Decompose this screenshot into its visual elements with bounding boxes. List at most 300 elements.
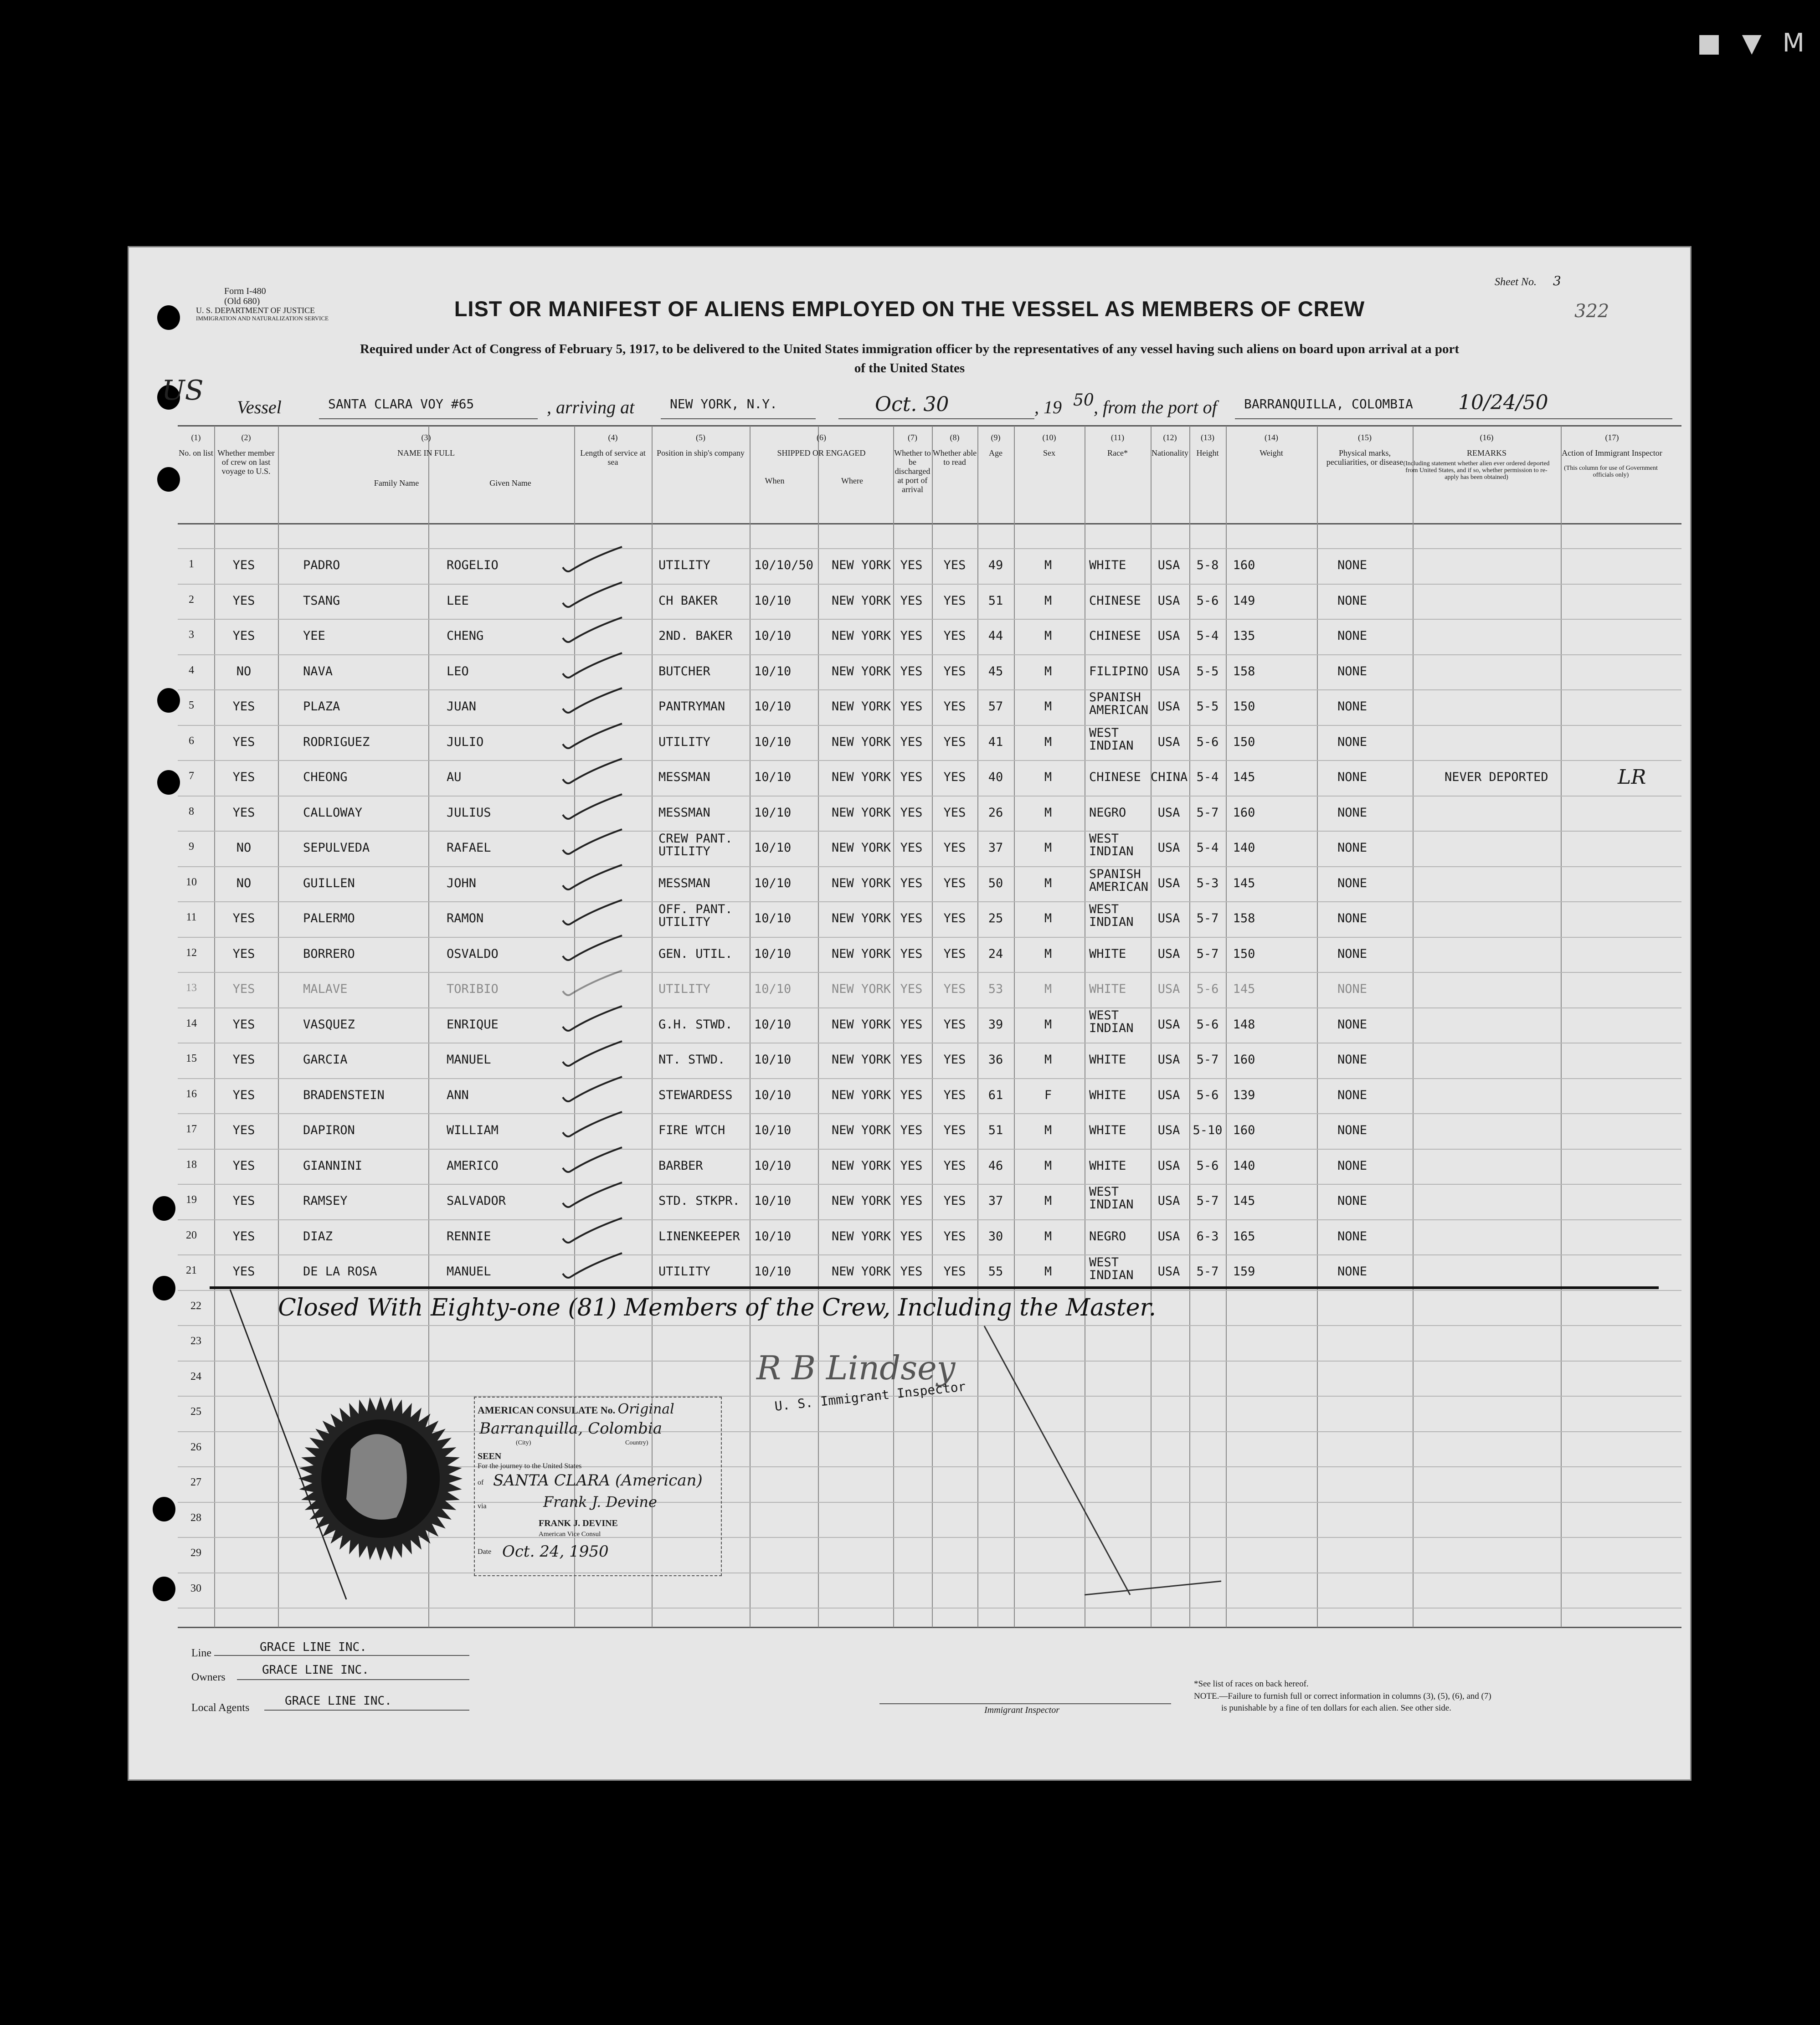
column-number: (6) xyxy=(817,433,826,442)
stamp-of-label: of xyxy=(478,1479,484,1486)
cell-age: 30 xyxy=(988,1229,1003,1244)
cell-age: 41 xyxy=(988,735,1003,749)
cell-age: 36 xyxy=(988,1053,1003,1067)
cell-sex: M xyxy=(1044,1229,1052,1244)
cell-discharge: YES xyxy=(900,1229,923,1244)
cell-weight: 160 xyxy=(1233,558,1255,572)
cell-no: 4 xyxy=(189,664,194,676)
cell-no: 6 xyxy=(189,735,194,747)
consulate-seal-icon xyxy=(296,1394,465,1563)
cell-position: CH BAKER xyxy=(658,593,718,608)
stamp-signature: Frank J. Devine xyxy=(543,1493,657,1511)
cell-sex: F xyxy=(1044,1088,1052,1102)
cell-weight: 145 xyxy=(1233,982,1255,996)
cell-age: 25 xyxy=(988,911,1003,925)
row-number: 26 xyxy=(190,1441,201,1453)
cell-read: YES xyxy=(943,1053,966,1067)
action-note: (This column for use of Government officials only) xyxy=(1564,465,1658,478)
cell-weight: 135 xyxy=(1233,629,1255,643)
cell-no: 19 xyxy=(186,1194,197,1206)
cell-race: CHINESE xyxy=(1089,629,1141,643)
cell-given: RAFAEL xyxy=(447,841,491,855)
line-value: GRACE LINE INC. xyxy=(260,1640,367,1654)
seal-ribbon xyxy=(346,1434,407,1520)
cell-action: LR xyxy=(1618,766,1646,789)
cell-remarks: NEVER DEPORTED xyxy=(1445,770,1548,784)
cell-race: WHITE xyxy=(1089,1123,1126,1137)
subtitle-line-1: Required under Act of Congress of February 5, 1917, to be delivered to the United States immigration officer by the representatives of any vessel having such aliens on board upon arrival at a port xyxy=(360,342,1460,356)
cell-position: BUTCHER xyxy=(658,664,710,678)
cell-discharge: YES xyxy=(900,664,923,678)
family-name-header: Family Name xyxy=(374,478,419,488)
cell-position: FIRE WTCH xyxy=(658,1123,725,1137)
cell-where: NEW YORK xyxy=(832,664,891,678)
cell-race: NEGRO xyxy=(1089,1229,1126,1244)
cell-given: SALVADOR xyxy=(447,1194,506,1208)
cell-given: CHENG xyxy=(447,629,484,643)
races-note: *See list of races on back hereof. xyxy=(1194,1679,1309,1689)
consulate-stamp xyxy=(474,1397,722,1576)
cell-sex: M xyxy=(1044,699,1052,714)
row-number: 25 xyxy=(190,1406,201,1418)
cell-when: 10/10 xyxy=(754,1229,792,1244)
cell-family: BRADENSTEIN xyxy=(303,1088,385,1102)
penalty-note-2: is punishable by a fine of ten dollars for each alien. See other side. xyxy=(1221,1703,1451,1713)
cell-last: NO xyxy=(236,876,252,890)
cell-marks: NONE xyxy=(1337,1264,1368,1279)
column-number: (4) xyxy=(608,433,618,442)
year-value: 50 xyxy=(1073,391,1094,410)
cell-age: 37 xyxy=(988,1194,1003,1208)
column-label: Position in ship's company xyxy=(657,448,745,457)
cell-family: BORRERO xyxy=(303,946,355,961)
column-label: Sex xyxy=(1043,448,1055,457)
cell-position: G.H. STWD. xyxy=(658,1017,733,1032)
cell-weight: 158 xyxy=(1233,664,1255,678)
cell-when: 10/10 xyxy=(754,911,792,925)
column-number: (7) xyxy=(908,433,917,442)
cell-given: ANN xyxy=(447,1088,469,1102)
cell-sex: M xyxy=(1044,946,1052,961)
cell-race: WEST INDIAN xyxy=(1089,1255,1134,1282)
cell-last: YES xyxy=(232,1194,255,1208)
cell-nat: CHINA xyxy=(1151,770,1188,784)
cell-height: 5-4 xyxy=(1196,770,1219,784)
cell-discharge: YES xyxy=(900,946,923,961)
column-number: (9) xyxy=(991,433,1001,442)
cell-family: DAPIRON xyxy=(303,1123,355,1137)
cell-race: FILIPINO xyxy=(1089,664,1149,678)
column-number: (12) xyxy=(1163,433,1177,442)
cell-discharge: YES xyxy=(900,1158,923,1173)
year-label: , 19 xyxy=(1034,397,1062,417)
column-number: (15) xyxy=(1358,433,1372,442)
cell-race: SPANISH AMERICAN xyxy=(1089,690,1149,717)
cell-discharge: YES xyxy=(900,1088,923,1102)
cell-family: DIAZ xyxy=(303,1229,333,1244)
cell-read: YES xyxy=(943,1017,966,1032)
stamp-country-caption: Country) xyxy=(625,1439,648,1446)
cell-nat: USA xyxy=(1157,982,1180,996)
cell-read: YES xyxy=(943,735,966,749)
cell-given: WILLIAM xyxy=(447,1123,499,1137)
cell-nat: USA xyxy=(1157,876,1180,890)
cell-last: YES xyxy=(232,593,255,608)
cell-given: ENRIQUE xyxy=(447,1017,499,1032)
cell-when: 10/10 xyxy=(754,593,792,608)
margin-note: US xyxy=(162,375,204,406)
cell-nat: USA xyxy=(1157,1158,1180,1173)
cell-where: NEW YORK xyxy=(832,1158,891,1173)
stamp-city-caption: (City) xyxy=(516,1439,531,1446)
cell-position: PANTRYMAN xyxy=(658,699,725,714)
cell-family: SEPULVEDA xyxy=(303,841,370,855)
cell-given: RAMON xyxy=(447,911,484,925)
cell-read: YES xyxy=(943,982,966,996)
agents-label: Local Agents xyxy=(191,1702,250,1714)
cell-where: NEW YORK xyxy=(832,876,891,890)
cell-last: YES xyxy=(232,1264,255,1279)
cell-marks: NONE xyxy=(1337,1017,1368,1032)
cell-no: 16 xyxy=(186,1088,197,1100)
cell-race: WEST INDIAN xyxy=(1089,832,1134,858)
cell-weight: 145 xyxy=(1233,1194,1255,1208)
cell-no: 12 xyxy=(186,946,197,959)
cell-position: CREW PANT. UTILITY xyxy=(658,832,733,858)
column-number: (8) xyxy=(950,433,960,442)
cell-marks: NONE xyxy=(1337,946,1368,961)
cell-height: 5-7 xyxy=(1196,1053,1219,1067)
cell-family: VASQUEZ xyxy=(303,1017,355,1032)
cell-height: 5-10 xyxy=(1193,1123,1223,1137)
cell-last: YES xyxy=(232,699,255,714)
cell-given: JUAN xyxy=(447,699,477,714)
stamp-consulate xyxy=(478,1401,674,1417)
cell-sex: M xyxy=(1044,1264,1052,1279)
cell-height: 5-7 xyxy=(1196,1194,1219,1208)
cell-age: 51 xyxy=(988,1123,1003,1137)
cell-position: LINENKEEPER xyxy=(658,1229,740,1244)
cell-race: WHITE xyxy=(1089,982,1126,996)
cell-no: 13 xyxy=(186,982,197,994)
cell-family: PLAZA xyxy=(303,699,340,714)
strike-line xyxy=(1085,1581,1221,1595)
cell-read: YES xyxy=(943,1123,966,1137)
cell-position: OFF. PANT. UTILITY xyxy=(658,902,733,929)
cell-height: 5-6 xyxy=(1196,982,1219,996)
inspector-caption: Immigrant Inspector xyxy=(984,1705,1059,1715)
from-port: BARRANQUILLA, COLOMBIA xyxy=(1244,396,1413,411)
cell-sex: M xyxy=(1044,841,1052,855)
cell-read: YES xyxy=(943,1088,966,1102)
cell-when: 10/10 xyxy=(754,946,792,961)
cell-age: 40 xyxy=(988,770,1003,784)
cell-race: WEST INDIAN xyxy=(1089,725,1134,753)
cell-discharge: YES xyxy=(900,593,923,608)
cell-discharge: YES xyxy=(900,558,923,572)
cell-height: 5-5 xyxy=(1196,664,1219,678)
strike-line xyxy=(984,1326,1130,1595)
underline xyxy=(264,1710,469,1711)
cell-marks: NONE xyxy=(1337,770,1368,784)
cell-family: PADRO xyxy=(303,558,340,572)
manifest-sheet xyxy=(128,246,1691,1781)
cell-when: 10/10 xyxy=(754,805,792,820)
stamp-via-label: via xyxy=(478,1502,487,1510)
cell-where: NEW YORK xyxy=(832,699,891,714)
cell-where: NEW YORK xyxy=(832,911,891,925)
penalty-note-1: NOTE.—Failure to furnish full or correct information in columns (3), (5), (6), and (7) xyxy=(1194,1691,1491,1701)
cell-where: NEW YORK xyxy=(832,1229,891,1244)
vessel-label: Vessel xyxy=(237,397,282,417)
cell-discharge: YES xyxy=(900,770,923,784)
cell-last: YES xyxy=(232,911,255,925)
cell-last: NO xyxy=(236,841,252,855)
cell-no: 9 xyxy=(189,841,194,853)
cell-where: NEW YORK xyxy=(832,770,891,784)
cell-weight: 140 xyxy=(1233,1158,1255,1173)
column-number: (13) xyxy=(1201,433,1214,442)
cell-marks: NONE xyxy=(1337,593,1368,608)
row-number: 23 xyxy=(190,1335,201,1347)
underline xyxy=(214,1655,469,1656)
cell-weight: 160 xyxy=(1233,1053,1255,1067)
row-number: 24 xyxy=(190,1370,201,1383)
cell-given: MANUEL xyxy=(447,1264,491,1279)
cell-weight: 145 xyxy=(1233,770,1255,784)
cell-marks: NONE xyxy=(1337,841,1368,855)
cell-no: 17 xyxy=(186,1123,197,1135)
cell-marks: NONE xyxy=(1337,699,1368,714)
column-number: (11) xyxy=(1111,433,1125,442)
row-number: 27 xyxy=(190,1476,201,1488)
cell-position: NT. STWD. xyxy=(658,1053,725,1067)
cell-age: 50 xyxy=(988,876,1003,890)
cell-discharge: YES xyxy=(900,699,923,714)
cell-family: DE LA ROSA xyxy=(303,1264,377,1279)
cell-where: NEW YORK xyxy=(832,1194,891,1208)
cell-marks: NONE xyxy=(1337,982,1368,996)
cell-sex: M xyxy=(1044,1017,1052,1032)
cell-no: 14 xyxy=(186,1017,197,1029)
column-label: No. on list xyxy=(179,448,213,457)
owners-label: Owners xyxy=(191,1671,226,1683)
cell-family: PALERMO xyxy=(303,911,355,925)
cell-no: 8 xyxy=(189,805,194,817)
cell-no: 21 xyxy=(186,1264,197,1276)
column-label: Whether member of crew on last voyage to U.S. xyxy=(217,448,275,476)
cell-age: 61 xyxy=(988,1088,1003,1102)
cell-given: LEO xyxy=(447,664,469,678)
row-number: 28 xyxy=(190,1511,201,1524)
cell-weight: 150 xyxy=(1233,735,1255,749)
cell-read: YES xyxy=(943,770,966,784)
cell-no: 15 xyxy=(186,1053,197,1064)
cell-read: YES xyxy=(943,805,966,820)
cell-marks: NONE xyxy=(1337,558,1368,572)
column-label: Age xyxy=(989,448,1003,457)
cell-when: 10/10 xyxy=(754,1194,792,1208)
cell-height: 5-3 xyxy=(1196,876,1219,890)
cell-last: YES xyxy=(232,558,255,572)
cell-age: 37 xyxy=(988,841,1003,855)
cell-race: WHITE xyxy=(1089,946,1126,961)
cell-no: 5 xyxy=(189,699,194,711)
cell-position: UTILITY xyxy=(658,982,710,996)
cell-discharge: YES xyxy=(900,911,923,925)
form-old-number: (Old 680) xyxy=(224,296,260,306)
cell-discharge: YES xyxy=(900,1017,923,1032)
cell-no: 11 xyxy=(186,911,197,923)
cell-where: NEW YORK xyxy=(832,735,891,749)
cell-where: NEW YORK xyxy=(832,805,891,820)
cell-race: WHITE xyxy=(1089,1088,1126,1102)
cell-weight: 149 xyxy=(1233,593,1255,608)
cell-height: 5-4 xyxy=(1196,629,1219,643)
cell-where: NEW YORK xyxy=(832,629,891,643)
cell-age: 51 xyxy=(988,593,1003,608)
cell-age: 55 xyxy=(988,1264,1003,1279)
column-number: (5) xyxy=(696,433,705,442)
cell-marks: NONE xyxy=(1337,1229,1368,1244)
cell-nat: USA xyxy=(1157,699,1180,714)
cell-no: 7 xyxy=(189,770,194,782)
vessel-name: SANTA CLARA VOY #65 xyxy=(328,396,474,411)
cell-given: LEE xyxy=(447,593,469,608)
cell-nat: USA xyxy=(1157,558,1180,572)
cell-family: GIANNINI xyxy=(303,1158,363,1173)
cell-position: MESSMAN xyxy=(658,805,710,820)
column-label: Physical marks, peculiarities, or disease xyxy=(1326,448,1404,467)
cell-age: 46 xyxy=(988,1158,1003,1173)
cell-age: 53 xyxy=(988,982,1003,996)
cell-weight: 160 xyxy=(1233,1123,1255,1137)
cell-position: UTILITY xyxy=(658,735,710,749)
cell-race: WHITE xyxy=(1089,1053,1126,1067)
cell-marks: NONE xyxy=(1337,1123,1368,1137)
stamp-city: Barranquilla, Colombia xyxy=(479,1419,663,1438)
stamp-date-label: Date xyxy=(478,1548,492,1556)
cell-when: 10/10 xyxy=(754,1053,792,1067)
cell-marks: NONE xyxy=(1337,1194,1368,1208)
cell-where: NEW YORK xyxy=(832,1264,891,1279)
cell-age: 44 xyxy=(988,629,1003,643)
cell-discharge: YES xyxy=(900,735,923,749)
corner-marks: ■ ▼ M xyxy=(1697,28,1811,58)
cell-family: RODRIGUEZ xyxy=(303,735,370,749)
cell-age: 45 xyxy=(988,664,1003,678)
cell-when: 10/10 xyxy=(754,770,792,784)
cell-last: YES xyxy=(232,946,255,961)
arriving-port: NEW YORK, N.Y. xyxy=(670,396,778,411)
cell-no: 1 xyxy=(189,558,194,570)
cell-position: MESSMAN xyxy=(658,876,710,890)
cell-where: NEW YORK xyxy=(832,982,891,996)
subtitle-line-2: of the United States xyxy=(854,361,965,375)
cell-marks: NONE xyxy=(1337,805,1368,820)
cell-weight: 160 xyxy=(1233,805,1255,820)
cell-where: NEW YORK xyxy=(832,946,891,961)
cell-nat: USA xyxy=(1157,735,1180,749)
cell-where: NEW YORK xyxy=(832,841,891,855)
column-label: Length of service at sea xyxy=(580,448,646,467)
arriving-label: , arriving at xyxy=(547,397,635,417)
cell-position: MESSMAN xyxy=(658,770,710,784)
agents-value: GRACE LINE INC. xyxy=(285,1694,392,1708)
cell-sex: M xyxy=(1044,1158,1052,1173)
cell-discharge: YES xyxy=(900,841,923,855)
cell-sex: M xyxy=(1044,558,1052,572)
cell-last: YES xyxy=(232,982,255,996)
stamp-journey: For the journey to the United States xyxy=(478,1462,582,1470)
row-number: 30 xyxy=(190,1582,201,1594)
cell-family: RAMSEY xyxy=(303,1194,348,1208)
cell-age: 24 xyxy=(988,946,1003,961)
owners-value: GRACE LINE INC. xyxy=(262,1663,369,1677)
cell-read: YES xyxy=(943,593,966,608)
service-name: IMMIGRATION AND NATURALIZATION SERVICE xyxy=(196,315,329,322)
form-number: Form I-480 xyxy=(224,286,266,296)
column-label: Height xyxy=(1196,448,1219,457)
stamp-seen: SEEN xyxy=(478,1451,502,1461)
cell-height: 5-7 xyxy=(1196,805,1219,820)
cell-sex: M xyxy=(1044,1053,1052,1067)
cell-sex: M xyxy=(1044,629,1052,643)
cell-age: 26 xyxy=(988,805,1003,820)
cell-race: WEST INDIAN xyxy=(1089,1008,1134,1035)
cell-position: GEN. UTIL. xyxy=(658,946,733,961)
cell-discharge: YES xyxy=(900,629,923,643)
cell-sex: M xyxy=(1044,876,1052,890)
cell-no: 10 xyxy=(186,876,197,888)
stamp-consulate-label: AMERICAN CONSULATE xyxy=(478,1404,598,1416)
cell-last: NO xyxy=(236,664,252,678)
cell-race: WHITE xyxy=(1089,1158,1126,1173)
cell-where: NEW YORK xyxy=(832,1053,891,1067)
cell-read: YES xyxy=(943,558,966,572)
cell-nat: USA xyxy=(1157,946,1180,961)
page-title: LIST OR MANIFEST OF ALIENS EMPLOYED ON THE VESSEL AS MEMBERS OF CREW xyxy=(454,297,1365,321)
cell-nat: USA xyxy=(1157,664,1180,678)
cell-given: MANUEL xyxy=(447,1053,491,1067)
column-number: (3) xyxy=(421,433,431,442)
cell-marks: NONE xyxy=(1337,629,1368,643)
cell-weight: 159 xyxy=(1233,1264,1255,1279)
where-header: Where xyxy=(841,476,863,485)
cell-marks: NONE xyxy=(1337,1088,1368,1102)
cell-marks: NONE xyxy=(1337,735,1368,749)
cell-read: YES xyxy=(943,1264,966,1279)
cell-given: ROGELIO xyxy=(447,558,499,572)
cell-read: YES xyxy=(943,1158,966,1173)
cell-sex: M xyxy=(1044,982,1052,996)
cell-marks: NONE xyxy=(1337,664,1368,678)
cell-family: YEE xyxy=(303,629,325,643)
cell-nat: USA xyxy=(1157,629,1180,643)
cell-weight: 139 xyxy=(1233,1088,1255,1102)
cell-given: AU xyxy=(447,770,462,784)
cell-sex: M xyxy=(1044,735,1052,749)
cell-height: 5-7 xyxy=(1196,946,1219,961)
cell-race: CHINESE xyxy=(1089,770,1141,784)
cell-when: 10/10 xyxy=(754,664,792,678)
cell-position: UTILITY xyxy=(658,1264,710,1279)
cell-last: YES xyxy=(232,1123,255,1137)
cell-no: 3 xyxy=(189,629,194,641)
cell-weight: 158 xyxy=(1233,911,1255,925)
underline xyxy=(237,1679,469,1680)
cell-given: JULIUS xyxy=(447,805,491,820)
